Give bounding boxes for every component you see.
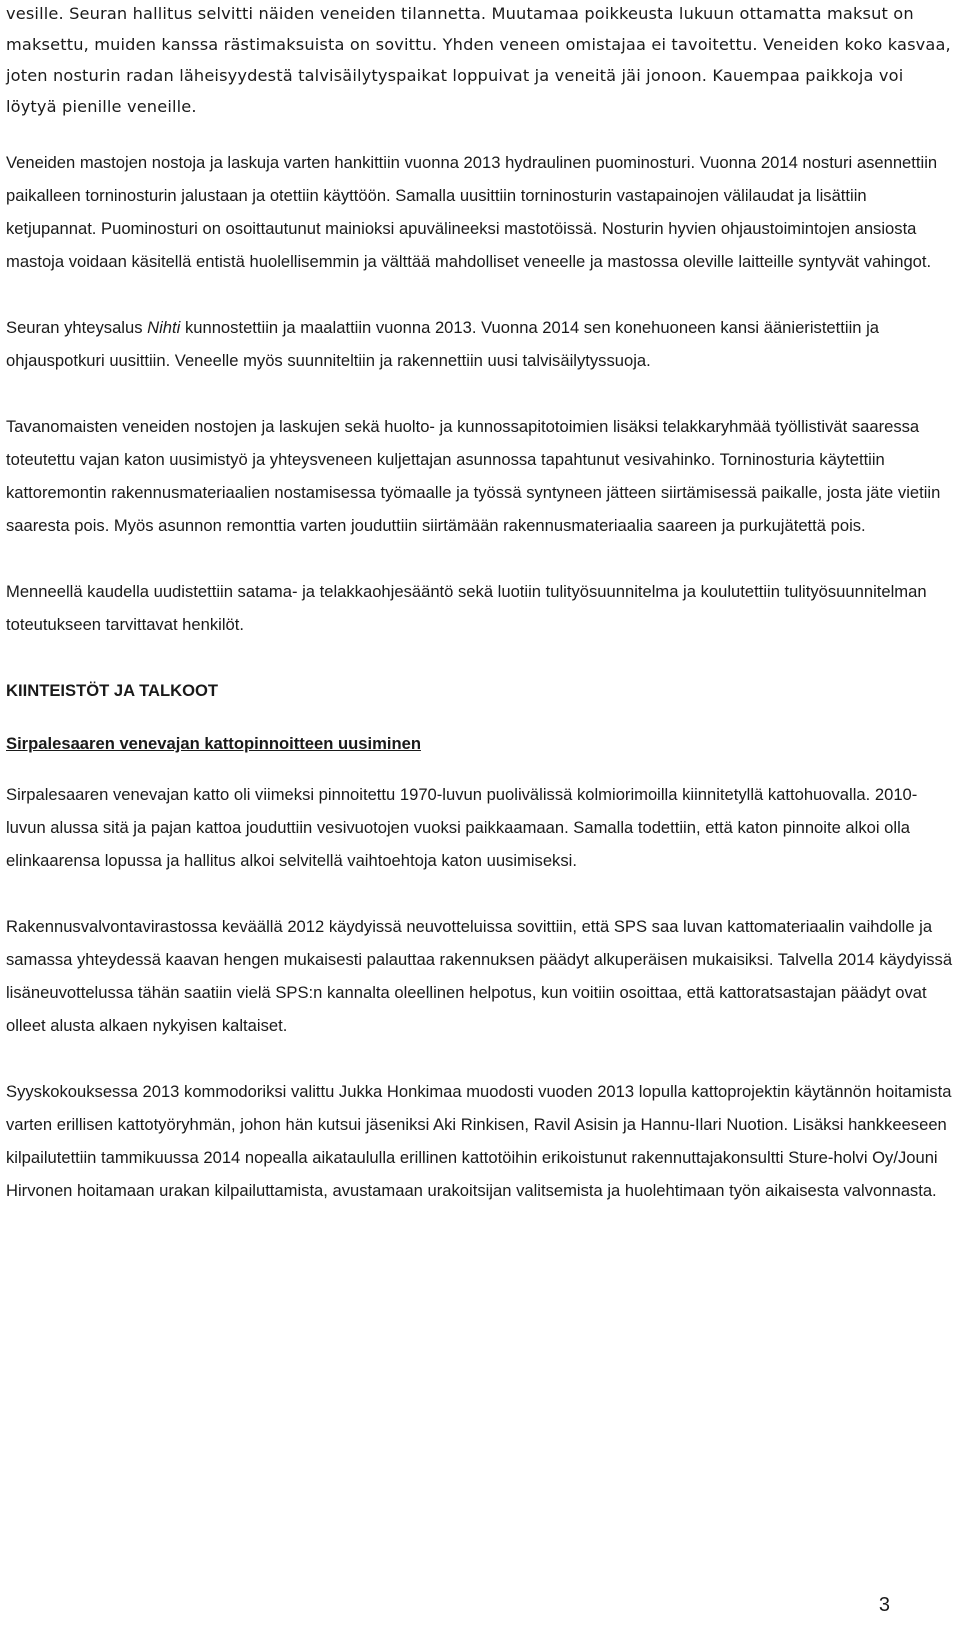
document-body bbox=[6, 146, 956, 1240]
vessel-name: Nihti bbox=[147, 318, 181, 337]
subsection-heading: Sirpalesaaren venevajan kattopinnoitteen uusiminen bbox=[6, 734, 421, 753]
intro-paragraph: vesille. Seuran hallitus selvitti näiden veneiden tilannetta. Muutamaa poikkeusta lukuun ottamatta maksut on maksettu, muiden kanssa rästimaksuista on sovittu. Yhden veneen omistajaa ei tavoitettu. Veneiden koko kasvaa, joten nosturin radan läheisyydestä talvisäilytyspaikat loppuivat ja veneitä jäi jonoon. Kauempaa paikkoja voi löytyä pienille veneille. bbox=[6, 4, 951, 116]
paragraph-mast-crane: Veneiden mastojen nostoja ja laskuja varten hankittiin vuonna 2013 hydraulinen puominosturi. Vuonna 2014 nosturi asennettiin paikalleen torninosturin jalustaan ja otettiin käyttöön. Samalla uusittiin torninosturin vastapainojen välilaudat ja lisättiin ketjupannat. Puominosturi on osoittautunut mainioksi apuvälineeksi mastotöissä. Nosturin hyvien ohjaustoimintojen ansiosta mastoja voidaan käsitellä entistä huolellisemmin ja välttää mahdolliset veneelle ja mastossa oleville laitteille syntyvät vahingot. bbox=[6, 153, 938, 271]
paragraph-harbour-rules: Menneellä kaudella uudistettiin satama- ja telakkaohjesääntö sekä luotiin tulityösuunnitelma ja koulutettiin tulityösuunnitelman toteutukseen tarvittavat henkilöt. bbox=[6, 582, 927, 634]
paragraph-maintenance: Tavanomaisten veneiden nostojen ja laskujen sekä huolto- ja kunnossapitotoimien lisäksi telakkaryhmää työllistivät saaressa toteutettu vajan katon uusimistyö ja yhteysveneen kuljettajan asunnossa tapahtunut vesivahinko. Torninosturia käytettiin kattoremontin rakennusmateriaalien nostamisessa työmaalle ja työssä syntyneen jätteen siirtämisessä paikalle, josta jäte vietiin saaresta pois. Myös asunnon remonttia varten jouduttiin siirtämään rakennusmateriaalia saareen ja purkujätettä pois. bbox=[6, 417, 941, 535]
page-number: 3 bbox=[878, 1594, 890, 1616]
section-heading: KIINTEISTÖT JA TALKOOT bbox=[6, 681, 219, 700]
paragraph-building-permits: Rakennusvalvontavirastossa keväällä 2012 käydyissä neuvotteluissa sovittiin, että SPS saa luvan kattomateriaalin vaihdolle ja samassa yhteydessä kaavan hengen mukaisesti palauttaa rakennuksen päädyt alkuperäisen mukaisiksi. Talvella 2014 käydyissä lisäneuvottelussa tähän saatiin vielä SPS:n kannalta oleellinen helpotus, kun voitiin osoittaa, että kattoratsastajan päädyt ovat olleet alusta alkaen nykyisen kaltaiset. bbox=[6, 917, 953, 1035]
paragraph-roof-history: Sirpalesaaren venevajan katto oli viimeksi pinnoitettu 1970-luvun puolivälissä kolmiorimoilla kiinnitetyllä kattohuovalla. 2010-luvun alussa sitä ja pajan kattoa jouduttiin vesivuotojen vuoksi paikkaamaan. Samalla todettiin, että katon pinnoite alkoi olla elinkaarensa lopussa ja hallitus alkoi selvitellä vaihtoehtoja katon uusimiseksi. bbox=[6, 785, 918, 870]
paragraph-nihti-vessel bbox=[6, 311, 956, 377]
nihti-text-after: kunnostettiin ja maalattiin vuonna 2013. Vuonna 2014 sen konehuoneen kansi äänieristettiin ja ohjauspotkuri uusittiin. Veneelle myös suunniteltiin ja rakennettiin uusi talvisäilytyssuoja. bbox=[6, 318, 880, 370]
nihti-text-before: Seuran yhteysalus bbox=[6, 318, 148, 337]
paragraph-roof-project: Syyskokouksessa 2013 kommodoriksi valittu Jukka Honkimaa muodosti vuoden 2013 lopulla kattoprojektin käytännön hoitamista varten erillisen kattotyöryhmän, johon hän kutsui jäseniksi Aki Rinkisen, Ravil Asisin ja Hannu-Ilari Nuotion. Lisäksi hankkeeseen kilpailutettiin tammikuussa 2014 nopealla aikataululla erillinen kattotöihin erikoistunut rakennuttajakonsultti Sture-holvi Oy/Jouni Hirvonen hoitamaan urakan kilpailuttamista, avustamaan urakoitsijan valitsemista ja huolehtimaan työn aikaisesta valvonnasta. bbox=[6, 1082, 952, 1200]
